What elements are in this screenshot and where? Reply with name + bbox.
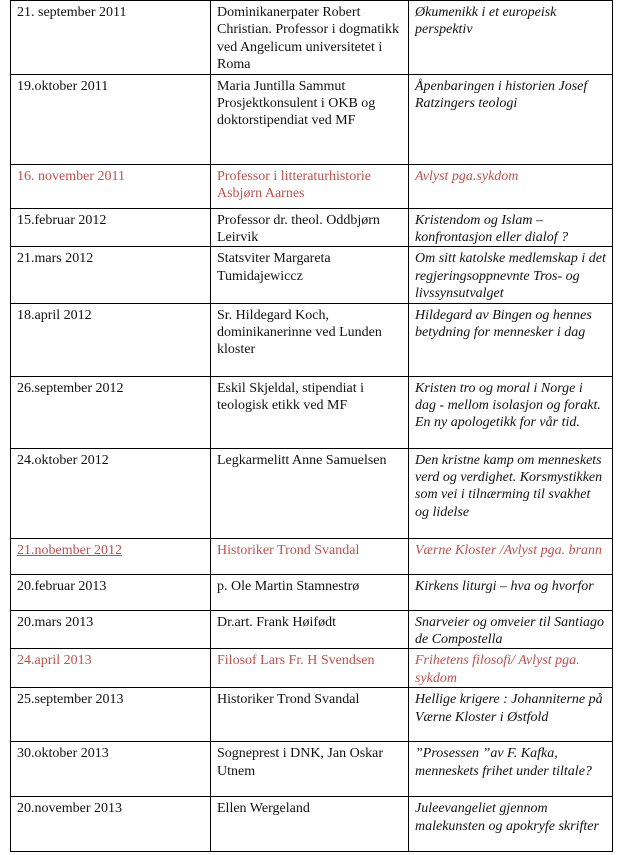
date-cell: 24.oktober 2012: [11, 448, 211, 538]
date-cell: 20.mars 2013: [11, 610, 211, 649]
table-row: [11, 448, 613, 538]
table-row: [11, 610, 613, 649]
speaker-cell: Professor i litteraturhistorie Asbjørn Aarnes: [211, 164, 409, 208]
table-row: [11, 649, 613, 688]
table-row: [11, 797, 613, 852]
date-cell: 26.september 2012: [11, 376, 211, 448]
topic-cell: Den kristne kamp om menneskets verd og verdighet. Korsmystikken som vei i tilnærming til svakhet og lidelse: [409, 448, 613, 538]
topic-cell: Økumenikk i et europeisk perspektiv: [409, 1, 613, 75]
table-row: [11, 742, 613, 797]
speaker-cell: Legkarmelitt Anne Samuelsen: [211, 448, 409, 538]
speaker-cell: Ellen Wergeland: [211, 797, 409, 852]
speaker-cell: Historiker Trond Svandal: [211, 538, 409, 574]
date-cell: 20.februar 2013: [11, 574, 211, 610]
date-cell: 20.november 2013: [11, 797, 211, 852]
date-cell: 24.april 2013: [11, 649, 211, 688]
topic-cell: Om sitt katolske medlemskap i det regjeringsoppnevnte Tros- og livssynsutvalget: [409, 247, 613, 303]
topic-cell: Hellige krigere : Johanniterne på Værne Kloster i Østfold: [409, 688, 613, 742]
speaker-cell: Historiker Trond Svandal: [211, 688, 409, 742]
topic-cell: Hildegard av Bingen og hennes betydning for mennesker i dag: [409, 303, 613, 376]
date-cell: 25.september 2013: [11, 688, 211, 742]
speaker-cell: Filosof Lars Fr. H Svendsen: [211, 649, 409, 688]
table-row: [11, 208, 613, 247]
topic-cell: Kristendom og Islam – konfrontasjon eller dialof ?: [409, 208, 613, 247]
table-row: [11, 376, 613, 448]
table-row: [11, 1, 613, 75]
table-row: [11, 303, 613, 376]
topic-cell: ”Prosessen ”av F. Kafka, menneskets frihet under tiltale?: [409, 742, 613, 797]
date-cell: 21. september 2011: [11, 1, 211, 75]
lecture-schedule-table: [10, 0, 613, 852]
speaker-cell: Dominikanerpater Robert Christian. Professor i dogmatikk ved Angelicum universitetet i Roma: [211, 1, 409, 75]
speaker-cell: Statsviter Margareta Tumidajewiccz: [211, 247, 409, 303]
date-cell: 18.april 2012: [11, 303, 211, 376]
lecture-schedule-body: [11, 1, 613, 852]
table-row: [11, 574, 613, 610]
date-cell: 19.oktober 2011: [11, 74, 211, 164]
speaker-cell: Sr. Hildegard Koch, dominikanerinne ved Lunden kloster: [211, 303, 409, 376]
topic-cell: Kristen tro og moral i Norge i dag - mellom isolasjon og forakt. En ny apologetikk for vår tid.: [409, 376, 613, 448]
topic-cell: Snarveier og omveier til Santiago de Compostella: [409, 610, 613, 649]
topic-cell: Kirkens liturgi – hva og hvorfor: [409, 574, 613, 610]
speaker-cell: p. Ole Martin Stamnestrø: [211, 574, 409, 610]
date-cell: 30.oktober 2013: [11, 742, 211, 797]
date-cell: 16. november 2011: [11, 164, 211, 208]
speaker-cell: Sogneprest i DNK, Jan Oskar Utnem: [211, 742, 409, 797]
topic-cell: Frihetens filosofi/ Avlyst pga. sykdom: [409, 649, 613, 688]
table-row: [11, 688, 613, 742]
topic-cell: Juleevangeliet gjennom malekunsten og apokryfe skrifter: [409, 797, 613, 852]
date-cell: [11, 538, 211, 574]
speaker-cell: Dr.art. Frank Høifødt: [211, 610, 409, 649]
table-row: [11, 164, 613, 208]
speaker-cell: Professor dr. theol. Oddbjørn Leirvik: [211, 208, 409, 247]
topic-cell: Avlyst pga.sykdom: [409, 164, 613, 208]
date-link-text: 21.nobember 2012: [17, 542, 122, 558]
topic-cell: Værne Kloster /Avlyst pga. brann: [409, 538, 613, 574]
date-cell: 21.mars 2012: [11, 247, 211, 303]
table-row: [11, 247, 613, 303]
speaker-cell: Maria Juntilla Sammut Prosjektkonsulent i OKB og doktorstipendiat ved MF: [211, 74, 409, 164]
topic-cell: Åpenbaringen i historien Josef Ratzingers teologi: [409, 74, 613, 164]
table-row: [11, 538, 613, 574]
date-cell: 15.februar 2012: [11, 208, 211, 247]
table-row: [11, 74, 613, 164]
speaker-cell: Eskil Skjeldal, stipendiat i teologisk etikk ved MF: [211, 376, 409, 448]
